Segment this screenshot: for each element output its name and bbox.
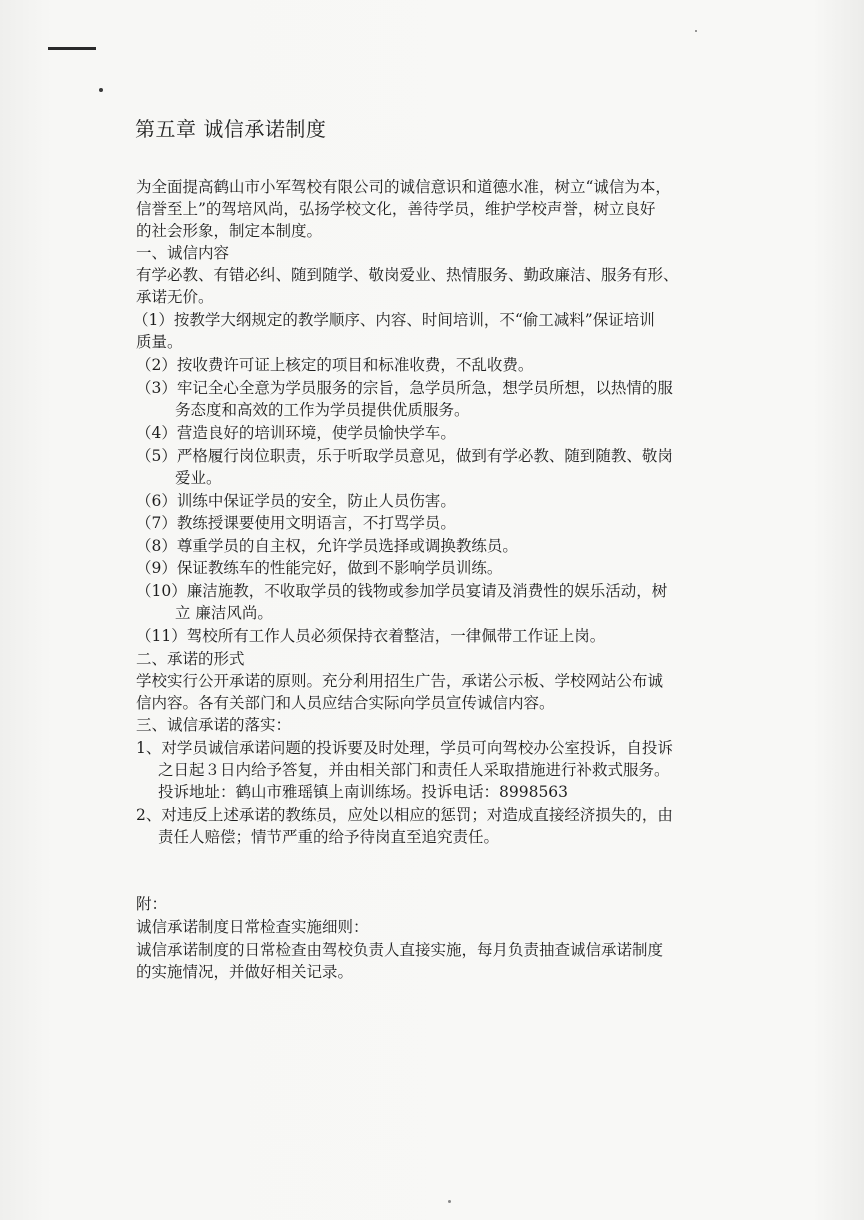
list-item: （5）严格履行岗位职责，乐于听取学员意见，做到有学必教、随到随教、敬岗 xyxy=(136,447,673,465)
list-item: （8）尊重学员的自主权，允许学员选择或调换教练员。 xyxy=(136,537,518,555)
paragraph-line: 信誉至上”的驾培风尚，弘扬学校文化，善待学员，维护学校声誉，树立良好 xyxy=(136,200,656,218)
chapter-title: 第五章 诚信承诺制度 xyxy=(135,117,327,141)
paragraph-line: 承诺无价。 xyxy=(136,288,214,306)
scan-mark-dot xyxy=(99,88,103,92)
appendix-label: 附： xyxy=(136,895,168,913)
list-item-continuation: 质量。 xyxy=(136,333,183,351)
list-item: （11）驾校所有工作人员必须保持衣着整洁，一律佩带工作证上岗。 xyxy=(136,627,606,645)
scan-speck xyxy=(448,1200,451,1203)
scan-speck xyxy=(695,30,697,32)
paragraph-line: 有学必教、有错必纠、随到随学、敬岗爱业、热情服务、勤政廉洁、服务有形、 xyxy=(136,266,679,284)
list-item-continuation: 爱业。 xyxy=(175,469,222,487)
section-heading: 一、诚信内容 xyxy=(136,244,230,262)
list-item: （9）保证教练车的性能完好，做到不影响学员训练。 xyxy=(136,559,503,577)
paragraph-line: 的实施情况，并做好相关记录。 xyxy=(136,963,354,981)
list-item: （10）廉洁施教，不收取学员的钱物或参加学员宴请及消费性的娱乐活动，树 xyxy=(136,582,668,600)
list-item-continuation: 务态度和高效的工作为学员提供优质服务。 xyxy=(175,401,470,419)
paragraph-line: 信内容。各有关部门和人员应结合实际向学员宣传诚信内容。 xyxy=(136,694,555,712)
list-item: （6）训练中保证学员的安全，防止人员伤害。 xyxy=(136,492,456,510)
section-heading: 二、承诺的形式 xyxy=(136,650,245,668)
paragraph-line: 的社会形象，制定本制度。 xyxy=(136,222,323,240)
paragraph-line: 诚信承诺制度的日常检查由驾校负责人直接实施，每月负责抽查诚信承诺制度 xyxy=(136,941,664,959)
section-heading: 三、诚信承诺的落实： xyxy=(136,716,292,734)
list-item: （3）牢记全心全意为学员服务的宗旨，急学员所急，想学员所想，以热情的服 xyxy=(136,379,673,397)
scan-mark-dash xyxy=(48,47,96,50)
list-item-continuation: 立 廉洁风尚。 xyxy=(175,604,273,622)
list-item: （1）按教学大纲规定的教学顺序、内容、时间培训，不“偷工减料”保证培训 xyxy=(133,311,655,329)
list-item: 1、对学员诚信承诺问题的投诉要及时处理，学员可向驾校办公室投诉，自投诉 xyxy=(136,739,673,757)
complaint-contact: 投诉地址：鹤山市雅瑶镇上南训练场。投诉电话：8998563 xyxy=(158,783,569,801)
list-item-continuation: 责任人赔偿；情节严重的给予待岗直至追究责任。 xyxy=(158,828,500,846)
list-item-continuation: 之日起３日内给予答复，并由相关部门和责任人采取措施进行补救式服务。 xyxy=(158,761,670,779)
appendix-heading: 诚信承诺制度日常检查实施细则： xyxy=(136,918,369,936)
paragraph-line: 为全面提高鹤山市小军驾校有限公司的诚信意识和道德水准，树立“诚信为本， xyxy=(136,178,671,196)
list-item: 2、对违反上述承诺的教练员，应处以相应的惩罚；对造成直接经济损失的，由 xyxy=(136,806,673,824)
list-item: （2）按收费许可证上核定的项目和标准收费，不乱收费。 xyxy=(136,356,534,374)
list-item: （7）教练授课要使用文明语言，不打骂学员。 xyxy=(136,514,456,532)
list-item: （4）营造良好的培训环境，使学员愉快学车。 xyxy=(136,424,456,442)
paragraph-line: 学校实行公开承诺的原则。充分利用招生广告，承诺公示板、学校网站公布诚 xyxy=(136,672,664,690)
